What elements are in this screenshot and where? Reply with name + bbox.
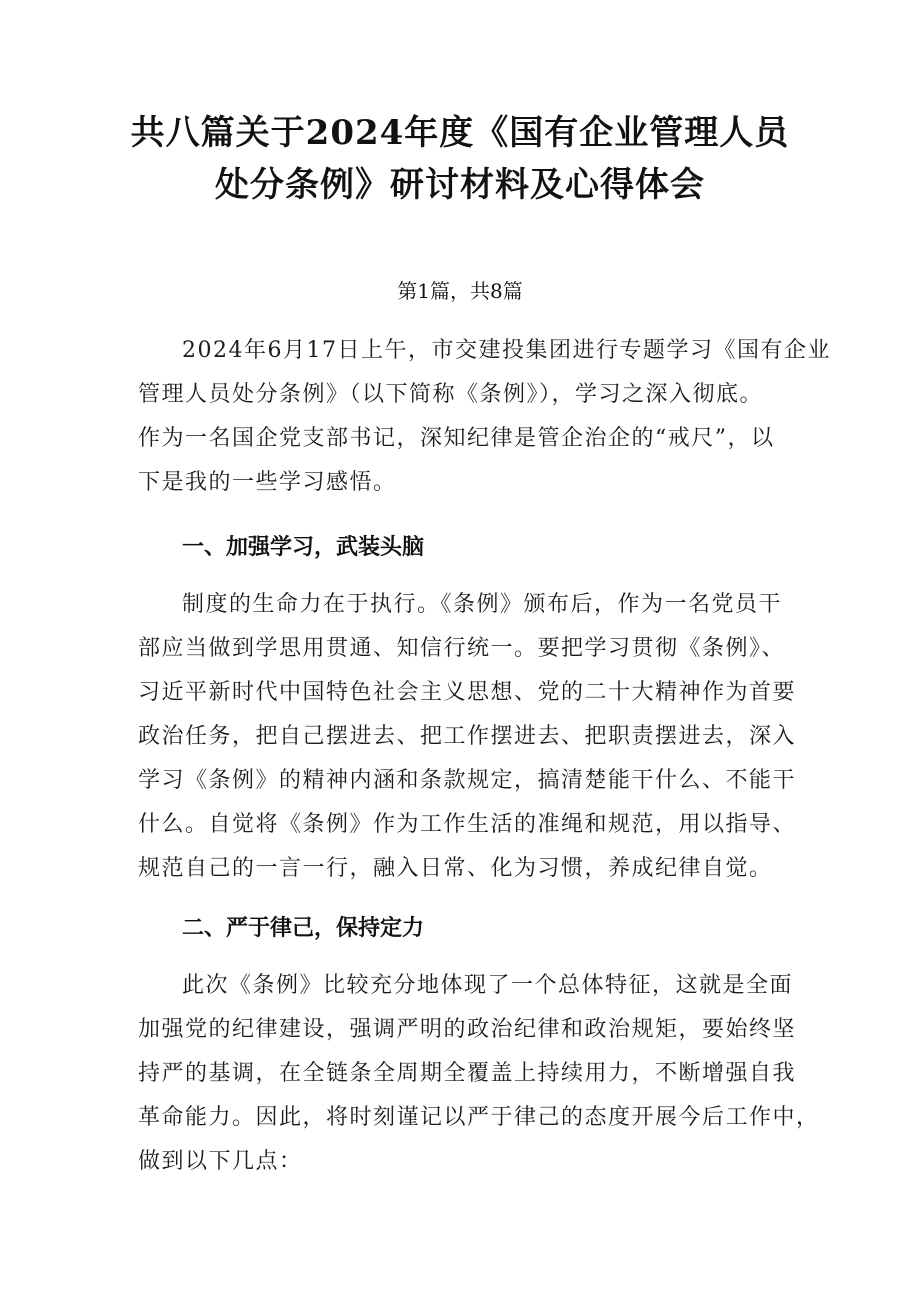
section1-line: 制度的生命力在于执行。《条例》颁布后，作为一名党员干 [182,592,783,617]
section2-line: 做到以下几点： [138,1149,303,1174]
document-title-line-2: 处分条例》研讨材料及心得体会 [215,165,705,205]
section1-line: 学习《条例》的精神内涵和条款规定，搞清楚能干什么、不能干 [138,768,797,793]
section1-line: 规范自己的一言一行，融入日常、化为习惯，养成纪律自觉。 [138,856,773,881]
section-heading-1: 一、加强学习，武装头脑 [182,535,425,560]
section1-line: 什么。自觉将《条例》作为工作生活的准绳和规范，用以指导、 [138,812,797,837]
section1-line: 习近平新时代中国特色社会主义思想、党的二十大精神作为首要 [138,680,797,705]
intro-line: 作为一名国企党支部书记，深知纪律是管企治企的“戒尺”，以 [138,426,775,451]
section2-line: 持严的基调，在全链条全周期全覆盖上持续用力，不断增强自我 [138,1061,797,1086]
document-title-line-1: 共八篇关于2024年度《国有企业管理人员 [130,113,790,153]
section1-line: 部应当做到学思用贯通、知信行统一。要把学习贯彻《条例》、 [138,636,786,661]
intro-line: 下是我的一些学习感悟。 [138,470,397,495]
section2-line: 此次《条例》比较充分地体现了一个总体特征，这就是全面 [182,973,794,998]
section-heading-2: 二、严于律己，保持定力 [182,916,425,941]
section1-line: 政治任务，把自己摆进去、把工作摆进去、把职责摆进去，深入 [138,724,797,749]
intro-line: 2024年6月17日上午，市交建投集团进行专题学习《国有企业 [182,338,831,363]
section2-line: 革命能力。因此，将时刻谨记以严于律己的态度开展今后工作中， [138,1105,820,1130]
intro-line: 管理人员处分条例》（以下简称《条例》），学习之深入彻底。 [138,382,764,407]
section2-line: 加强党的纪律建设，强调严明的政治纪律和政治规矩，要始终坚 [138,1017,797,1042]
part-number-label: 第1篇，共8篇 [397,279,523,303]
